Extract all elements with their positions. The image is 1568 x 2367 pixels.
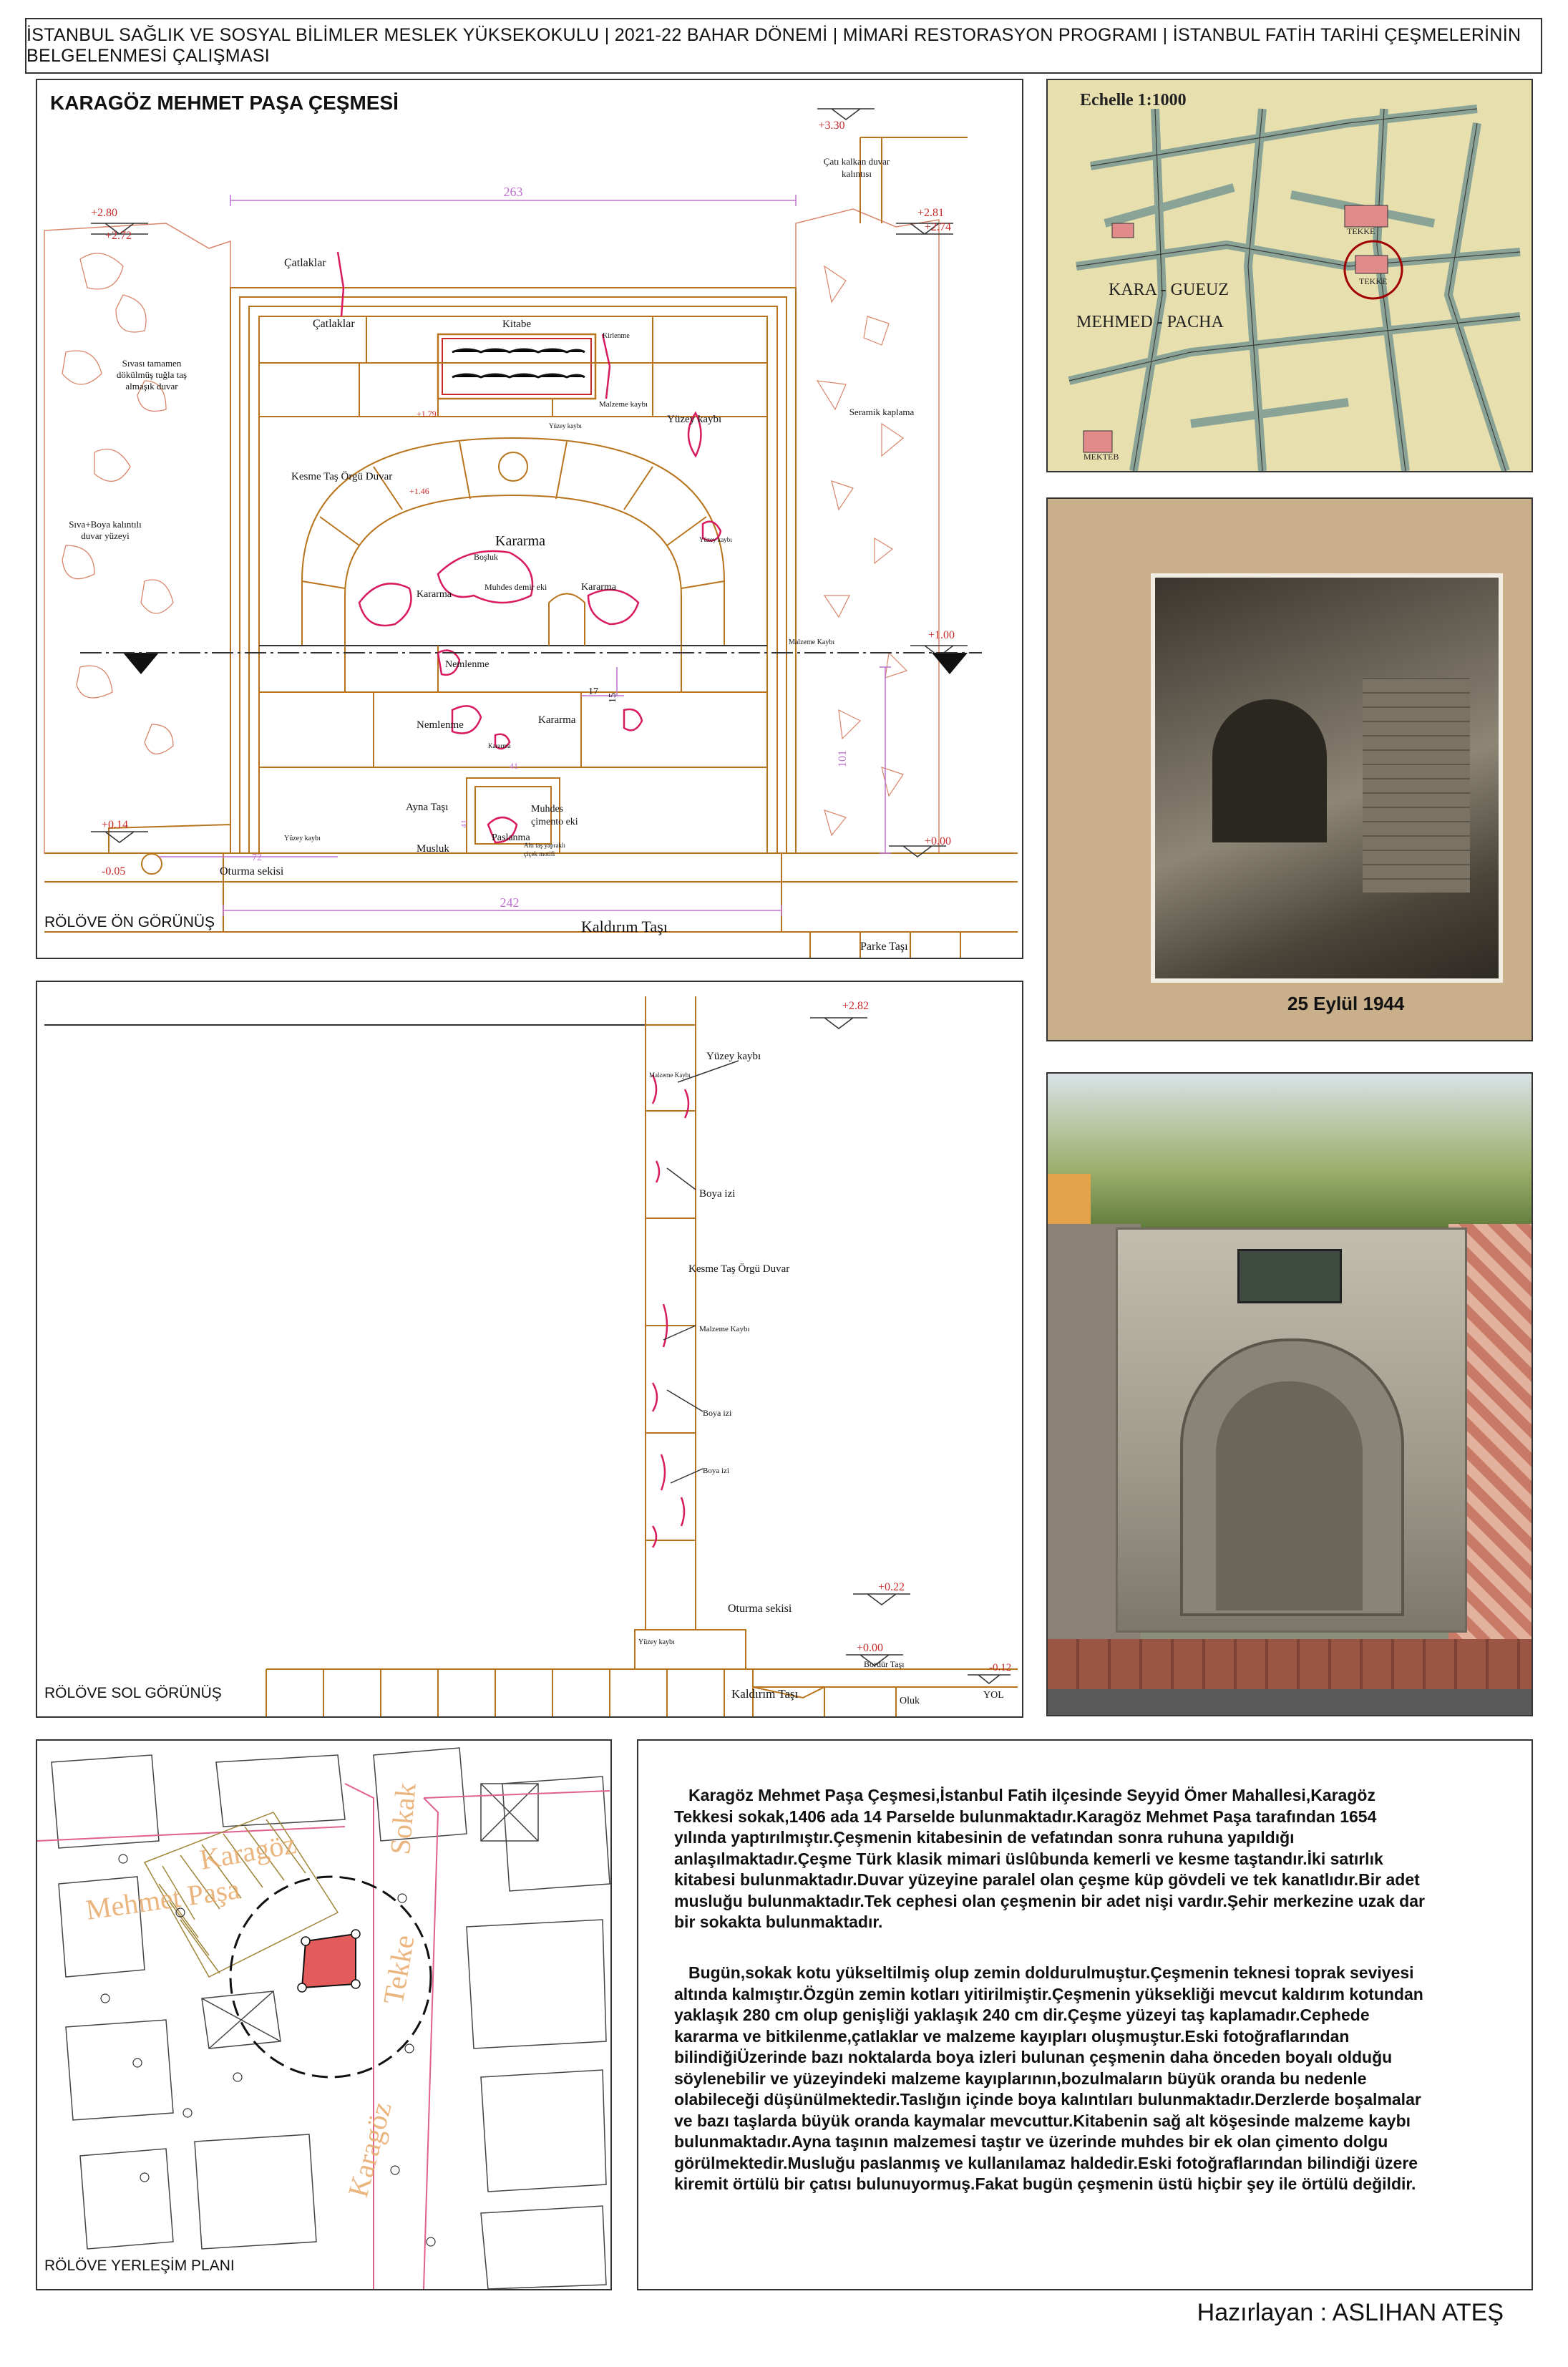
label-dampness-2: Nemlenme <box>417 719 464 731</box>
site-street-a: Karagöz <box>341 2098 398 2201</box>
label-darkening-mini: Kararma <box>488 742 511 749</box>
level-inner-2: +1.46 <box>409 486 429 496</box>
label-cement-2: çimento eki <box>531 817 578 827</box>
side-label-surface-loss: Yüzey kaybı <box>706 1051 761 1062</box>
label-curb: Kaldırım Taşı <box>581 918 668 935</box>
level-left-low-2: -0.05 <box>102 865 126 878</box>
label-darkening-low: Kararma <box>538 714 576 726</box>
label-bench: Oturma sekisi <box>220 865 284 878</box>
label-material-loss-right: Malzeme Kaybı <box>789 638 835 646</box>
label-surface-loss-small: Yüzey kaybı <box>549 422 582 429</box>
label-cement-1: Muhdes <box>531 804 564 815</box>
side-label-curb-stone: Bordür Taşı <box>864 1659 905 1669</box>
level-left-low: +0.14 <box>102 819 129 831</box>
side-label-bench: Oturma sekisi <box>728 1603 792 1615</box>
side-view-panel <box>36 981 1023 1718</box>
dim-bottom-width: 242 <box>500 895 520 910</box>
label-surface-left: Yüzey kaybı <box>284 835 321 842</box>
label-inscription: Kitabe <box>502 319 531 330</box>
map-drawing <box>1048 80 1532 471</box>
side-label-road: YOL <box>983 1690 1004 1701</box>
map-scale: Echelle 1:1000 <box>1080 91 1187 110</box>
level-top: +3.30 <box>818 120 845 132</box>
dim-height: 101 <box>837 750 849 767</box>
label-paint-1: Sıva+Boya kalıntılı <box>69 519 142 530</box>
label-cracks-1: Çatlaklar <box>284 257 326 269</box>
side-label-paint-2: Boya izi <box>703 1408 732 1418</box>
label-plaster-2: dökülmüş tuğla taş <box>116 369 188 380</box>
description-paragraph-1: Karagöz Mehmet Paşa Çeşmesi,İstanbul Fatih ilçesinde Seyyid Ömer Mahallesi,Karagöz Tekkesi sokak,1406 ada 14 Parselde bulunmaktadır.Karagöz Mehmet Paşa tarafından 1654 yılında yaptırılmıştır.Çeşmenin kitabesinin de vefatından sonra ruhuna yapıldığı anlaşılmaktadır.Çeşme Türk klasik mimari üslûbunda kemerli ve kesme taştandır.İki satırlık kitabesi bulunmaktadır.Duvar yüzeyine paralel olan çeşme küp gövdeli ve tek kanatlıdır.Bir adet musluğu bulunmaktadır.Tek cephesi olan çeşmenin bir adet nişi vardır.Şehir merkezine uzak dar bir sokakta bulunmaktadır. <box>674 1786 1425 1931</box>
label-material-loss: Malzeme kaybı <box>599 400 648 409</box>
side-level-top: +2.82 <box>842 1000 870 1012</box>
label-plaster-3: almaşık duvar <box>125 381 178 392</box>
front-elevation-drawing <box>37 80 1022 958</box>
level-left-top-2: +2.72 <box>105 230 132 242</box>
site-mosque-label-1: Karagöz <box>197 1827 298 1876</box>
description-panel <box>637 1739 1533 2290</box>
label-motif-1: Altı taş yapraklı <box>524 842 565 849</box>
label-surface-loss-right: Yüzey kaybı <box>699 536 732 543</box>
label-rust: Paslanma <box>492 832 530 843</box>
site-plan-drawing <box>37 1741 610 2289</box>
dim-top-width: 263 <box>503 185 523 199</box>
current-photo <box>1046 1072 1533 1716</box>
label-surface-loss: Yüzey kaybı <box>667 414 722 425</box>
label-gap: Boşluk <box>474 552 499 562</box>
label-iron: Muhdes demir eki <box>484 582 547 592</box>
side-level-road: -0.12 <box>989 1662 1012 1673</box>
map-tekke-1: TEKKE <box>1347 226 1375 236</box>
dim-niche-h: 15 <box>608 693 618 703</box>
description-paragraph-2: Bugün,sokak kotu yükseltilmiş olup zemin doldurulmuştur.Çeşmenin teknesi toprak seviyesi altında kalmıştır.Özgün zemin kotları yitirilmiştir.Çeşmenin yüksekliği mevcut kaldırım kotundan yaklaşık 280 cm olup genişliği yaklaşık 240 cm dir.Çeşme yüzeyi taş kaplamadır.Cephede kararma ve bitkilenme,çatlaklar ve malzeme kayıpları oluşmuştur.Eski fotoğraflarından bilindiğiÜzerinde bazı noktalarda boya izleri bulunan çeşmenin daha önceden boyalı olduğu söylenebilir ve yüzeyindeki malzeme kayıplarının,bozulmaların büyük oranda bu nedenle olabileceği düşünülmektedir.Taslığın içinde boya kalıntıları bulunmaktadır.Derzlerde boşalmalar ve bazı taşlarda büyük oranda kaymalar mevcuttur.Kitabenin sağ alt köşesinde malzeme kaybı bulunmaktadır.Ayna taşının malzemesi taştır ve üzerinde muhdes bir ek olan çimento dolgu görülmektedir.Musluğu paslanmış ve kullanılamaz haldedir.Eski fotoğraflarından bilindiği üzere kiremit örtülü bir çatısı bulunuyormuş.Fakat bugün çeşmenin üstü hiçbir şey ile örtülü değildir. <box>674 1963 1423 2193</box>
dim-bench: 72 <box>252 852 262 863</box>
dim-niche-w: 17 <box>588 686 598 697</box>
side-label-curb: Kaldırım Taşı <box>731 1687 799 1701</box>
site-plan-panel <box>36 1739 612 2290</box>
header-title: İSTANBUL SAĞLIK VE SOSYAL BİLİMLER MESLEK YÜKSEKOKULU | 2021-22 BAHAR DÖNEMİ | MİMARİ RESTORASYON PROGRAMI | İSTANBUL FATİH TARİHİ ÇEŞMELERİNİN BELGELENMESİ ÇALIŞMASI <box>26 25 1521 66</box>
label-mirror: Ayna Taşı <box>406 802 449 813</box>
header-bar <box>25 18 1542 74</box>
level-right-low: +0.00 <box>925 835 952 847</box>
label-cut-stone: Kesme Taş Örgü Duvar <box>291 471 393 482</box>
dim-mirror-h: 41 <box>459 820 469 828</box>
side-level-zero: +0.00 <box>857 1642 884 1654</box>
site-mosque-label-2: Mehmet Paşa <box>83 1872 242 1926</box>
label-dampness-1: Nemlenme <box>445 659 490 670</box>
side-label-surface-low: Yüzey kaybı <box>638 1638 675 1646</box>
map-mektep: MEKTEB <box>1084 452 1119 462</box>
label-darkening-right: Kararma <box>581 582 616 593</box>
site-plan-label: RÖLÖVE YERLEŞİM PLANI <box>44 2257 235 2274</box>
level-right-top-2: +2.74 <box>925 221 952 233</box>
fountain-title: KARAGÖZ MEHMET PAŞA ÇEŞMESİ <box>50 92 399 114</box>
level-left-top: +2.80 <box>91 207 118 219</box>
side-elevation-drawing <box>37 982 1022 1716</box>
side-label-cut-stone: Kesme Taş Örgü Duvar <box>688 1263 790 1275</box>
prepared-by: Hazırlayan : ASLIHAN ATEŞ <box>1197 2299 1504 2326</box>
old-photo-1944 <box>1046 497 1533 1041</box>
label-plaster-1: Sıvası tamamen <box>122 358 182 369</box>
map-place-2: MEHMED - PACHA <box>1076 313 1224 331</box>
side-label-paint: Boya izi <box>699 1188 736 1200</box>
historic-map <box>1046 79 1533 472</box>
side-level-bench: +0.22 <box>878 1581 905 1593</box>
label-motif-2: çiçek motifi <box>524 850 555 857</box>
side-label-material-loss: Malzeme Kaybı <box>699 1325 750 1333</box>
label-faucet: Musluk <box>417 843 449 855</box>
map-place-1: KARA - GUEUZ <box>1109 281 1229 299</box>
side-label-paint-3: Boya izi <box>703 1467 729 1475</box>
label-darkening-main: Kararma <box>495 533 545 549</box>
front-view-label: RÖLÖVE ÖN GÖRÜNÜŞ <box>44 914 215 930</box>
label-roof-wall: Çatı kalkan duvar <box>823 156 890 167</box>
dim-mirror-w: 41 <box>510 761 518 771</box>
level-inner-1: +1.79 <box>417 409 437 419</box>
label-roof-wall-2: kalıntısı <box>842 168 872 179</box>
front-view-panel <box>36 79 1023 959</box>
site-street-c: Sokak <box>384 1782 422 1856</box>
label-ceramic: Seramik kaplama <box>849 407 915 417</box>
label-paint-2: duvar yüzeyi <box>81 530 130 541</box>
side-label-gutter: Oluk <box>900 1696 920 1706</box>
level-right-mid: +1.00 <box>928 629 955 641</box>
old-photo-date: 25 Eylül 1944 <box>1287 993 1405 1014</box>
map-tekke-2: TEKKE <box>1359 276 1388 286</box>
label-cork: Kirlenme <box>603 332 630 340</box>
level-right-top: +2.81 <box>917 207 945 219</box>
label-parquet: Parke Taşı <box>860 941 908 953</box>
side-view-label: RÖLÖVE SOL GÖRÜNÜŞ <box>44 1685 222 1701</box>
site-street-b: Tekke <box>376 1933 421 2007</box>
side-label-material-loss-top: Malzeme Kaybı <box>649 1071 691 1079</box>
label-cracks-2: Çatlaklar <box>313 318 355 330</box>
label-darkening-left: Kararma <box>417 589 452 600</box>
